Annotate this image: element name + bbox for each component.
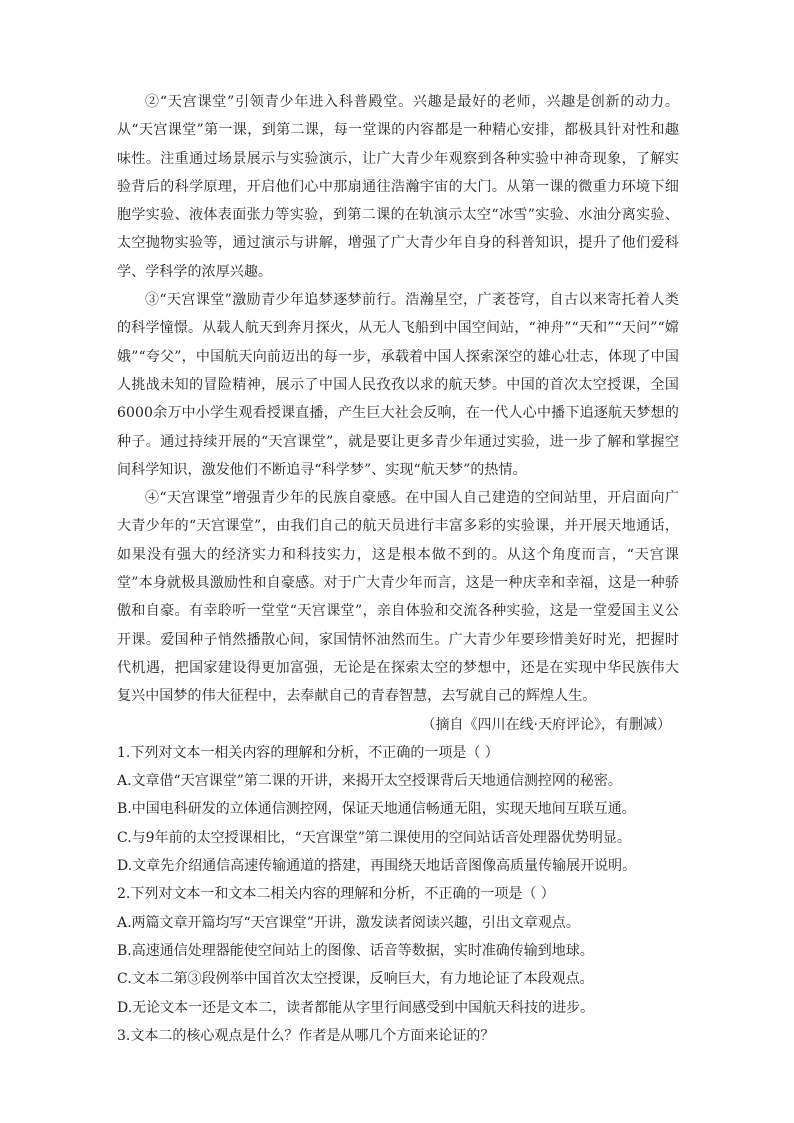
option-d: D.无论文本一还是文本二，读者都能从字里行间感受到中国航天科技的进步。 [117,999,595,1016]
option-a: A.文章借“天宫课堂”第二课的开讲，来揭开太空授课背后天地通信测控网的秘密。 [117,773,622,790]
option-b: B.高速通信处理器能使空间站上的图像、话音等数据，实时准确传输到地球。 [117,942,594,959]
paragraph-3: ③“天宫课堂”激励青少年追梦逐梦前行。浩瀚星空，广袤苍穹，自古以来寄托着人类的科学憧憬。从载人航天到奔月探火，从无人飞船到中国空间站，“神舟”“天和”“天问”“嫦娥”“夸父”，中国航天向前迈出的每一步，承载着中国人探索深空的雄心壮志，体现了中国人挑战未知的冒险精神，展示了中国人民孜孜以求的航天梦。中国的首次太空授课，全国6000余万中小学生观看授课直播，产生巨大社会反响，在一代人心中播下追逐航天梦想的种子。通过持续开展的“天宫课堂”，就是要让更多青少年通过实验，进一步了解和掌握空间科学知识，激发他们不断追寻“科学梦”、实现“航天梦”的热情。 [117,292,679,478]
paragraph-4: ④“天宫课堂”增强青少年的民族自豪感。在中国人自己建造的空间站里，开启面向广大青少年的“天宫课堂”，由我们自己的航天员进行丰富多彩的实验课，并开展天地通话，如果没有强大的经济实力和科技实力，这是根本做不到的。从这个角度而言，“天宫课堂”本身就极具激励性和自豪感。对于广大青少年而言，这是一种庆幸和幸福，这是一种骄傲和自豪。有幸聆听一堂堂“天宫课堂”，亲自体验和交流各种实验，这是一堂爱国主义公开课。爱国种子悄然播散心间，家国情怀油然而生。广大青少年要珍惜美好时光，把握时代机遇，把国家建设得更加富强，无论是在探索太空的梦想中，还是在实现中华民族伟大复兴中国梦的伟大征程中，去奉献自己的青春智慧，去写就自己的辉煌人生。 [117,490,679,705]
question-1 [117,739,679,880]
question-stem: 1.下列对文本一相关内容的理解和分析，不正确的一项是（ ） [117,744,499,761]
question-stem: 2.下列对文本一和文本二相关内容的理解和分析，不正确的一项是（ ） [117,886,555,903]
document-page [117,88,679,1050]
question-3 [117,1022,679,1050]
question-stem: 3.文本二的核心观点是什么？作者是从哪几个方面来论证的？ [117,1027,495,1044]
option-a: A.两篇文章开篇均写“天宫课堂”开讲，激发读者阅读兴趣，引出文章观点。 [117,914,580,931]
question-2 [117,880,679,1021]
option-c: C.与9年前的太空授课相比，“天宫课堂”第二课使用的空间站话音处理器优势明显。 [117,829,631,846]
option-d: D.文章先介绍通信高速传输通道的搭建，再围绕天地话音图像高质量传输展开说明。 [117,858,637,875]
paragraph-2: ②“天宫课堂”引领青少年进入科普殿堂。兴趣是最好的老师，兴趣是创新的动力。从“天宫课堂”第一课，到第二课，每一堂课的内容都是一种精心安排，都极具针对性和趣味性。注重通过场景展示与实验演示，让广大青少年观察到各种实验中神奇现象，了解实验背后的科学原理，开启他们心中那扇通往浩瀚宇宙的大门。从第一课的微重力环境下细胞学实验、液体表面张力等实验，到第二课的在轨演示太空“冰雪”实验、水油分离实验、太空抛物实验等，通过演示与讲解，增强了广大青少年自身的科普知识，提升了他们爱科学、学科学的浓厚兴趣。 [117,94,679,280]
option-b: B.中国电科研发的立体通信测控网，保证天地通信畅通无阻，实现天地间互联互通。 [117,801,636,818]
option-c: C.文本二第③段例举中国首次太空授课，反响巨大，有力地论证了本段观点。 [117,971,594,988]
source-citation: （摘自《四川在线·天府评论》，有删减） [421,716,671,733]
